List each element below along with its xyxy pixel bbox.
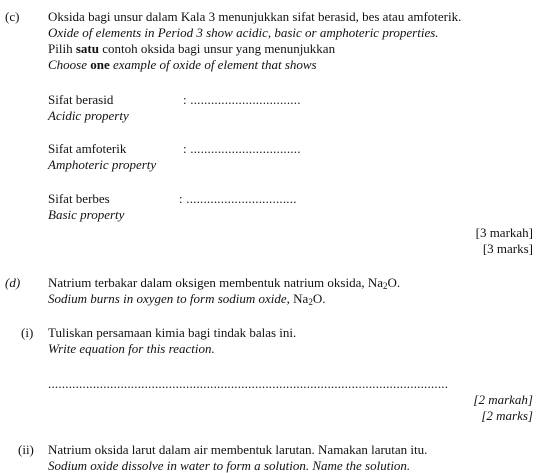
- d-intro-en-formula: Na: [289, 291, 309, 306]
- part-c-marks-ms: [3 markah]: [475, 225, 533, 240]
- choose-en-before: Choose: [48, 57, 91, 72]
- acidic-answer-blank[interactable]: : ................................: [183, 92, 301, 107]
- part-d-label: (d): [5, 275, 21, 290]
- part-d-intro-en: [48, 291, 325, 306]
- part-c-intro-en: Oxide of elements in Period 3 show acidic, basic or amphoteric properties.: [48, 25, 439, 40]
- sub-ii-q-ms: Natrium oksida larut dalam air membentuk larutan. Namakan larutan itu.: [48, 442, 428, 457]
- sub-ii-label: (ii): [18, 442, 34, 457]
- d-intro-en-before: Sodium burns in oxygen to form sodium oxide,: [48, 291, 290, 306]
- sub-i-q-ms: Tuliskan persamaan kimia bagi tindak balas ini.: [48, 325, 297, 340]
- choose-en-after: example of oxide of element that shows: [109, 57, 317, 72]
- amphoteric-label-en: Amphoteric property: [48, 157, 157, 172]
- d-intro-ms-sub: 2: [383, 281, 388, 291]
- choose-ms-before: Pilih: [48, 41, 76, 56]
- sub-ii-q-en: Sodium oxide dissolve in water to form a solution. Name the solution.: [48, 458, 411, 473]
- d-intro-en-sub: 2: [308, 297, 313, 307]
- sub-i-answer-line[interactable]: ....................................................................................................................: [48, 376, 449, 391]
- acidic-label-ms: Sifat berasid: [48, 92, 114, 107]
- part-c-choose-ms: [48, 41, 335, 56]
- basic-label-en: Basic property: [48, 207, 125, 222]
- amphoteric-label-ms: Sifat amfoterik: [48, 141, 127, 156]
- part-d-intro-ms: [48, 275, 400, 290]
- part-c-choose-en: [48, 57, 317, 72]
- choose-ms-bold: satu: [75, 41, 99, 56]
- d-intro-ms-before: Natrium terbakar dalam oksigen membentuk natrium oksida, Na: [48, 275, 384, 290]
- amphoteric-answer-blank[interactable]: : ................................: [183, 141, 301, 156]
- part-c-intro-ms: Oksida bagi unsur dalam Kala 3 menunjukkan sifat berasid, bes atau amfoterik.: [48, 9, 462, 24]
- part-c-label: (c): [5, 9, 20, 24]
- basic-label-ms: Sifat berbes: [48, 191, 110, 206]
- basic-answer-blank[interactable]: : ................................: [179, 191, 297, 206]
- choose-ms-after: contoh oksida bagi unsur yang menunjukkan: [98, 41, 336, 56]
- sub-i-marks-ms: [2 markah]: [473, 392, 533, 407]
- sub-i-q-en: Write equation for this reaction.: [48, 341, 215, 356]
- part-c-marks-en: [3 marks]: [482, 241, 533, 256]
- sub-i-label: (i): [21, 325, 34, 340]
- d-intro-ms-after: O.: [387, 275, 401, 290]
- sub-i-marks-en: [2 marks]: [481, 408, 533, 423]
- d-intro-en-after: O.: [312, 291, 326, 306]
- choose-en-bold: one: [90, 57, 110, 72]
- acidic-label-en: Acidic property: [48, 108, 129, 123]
